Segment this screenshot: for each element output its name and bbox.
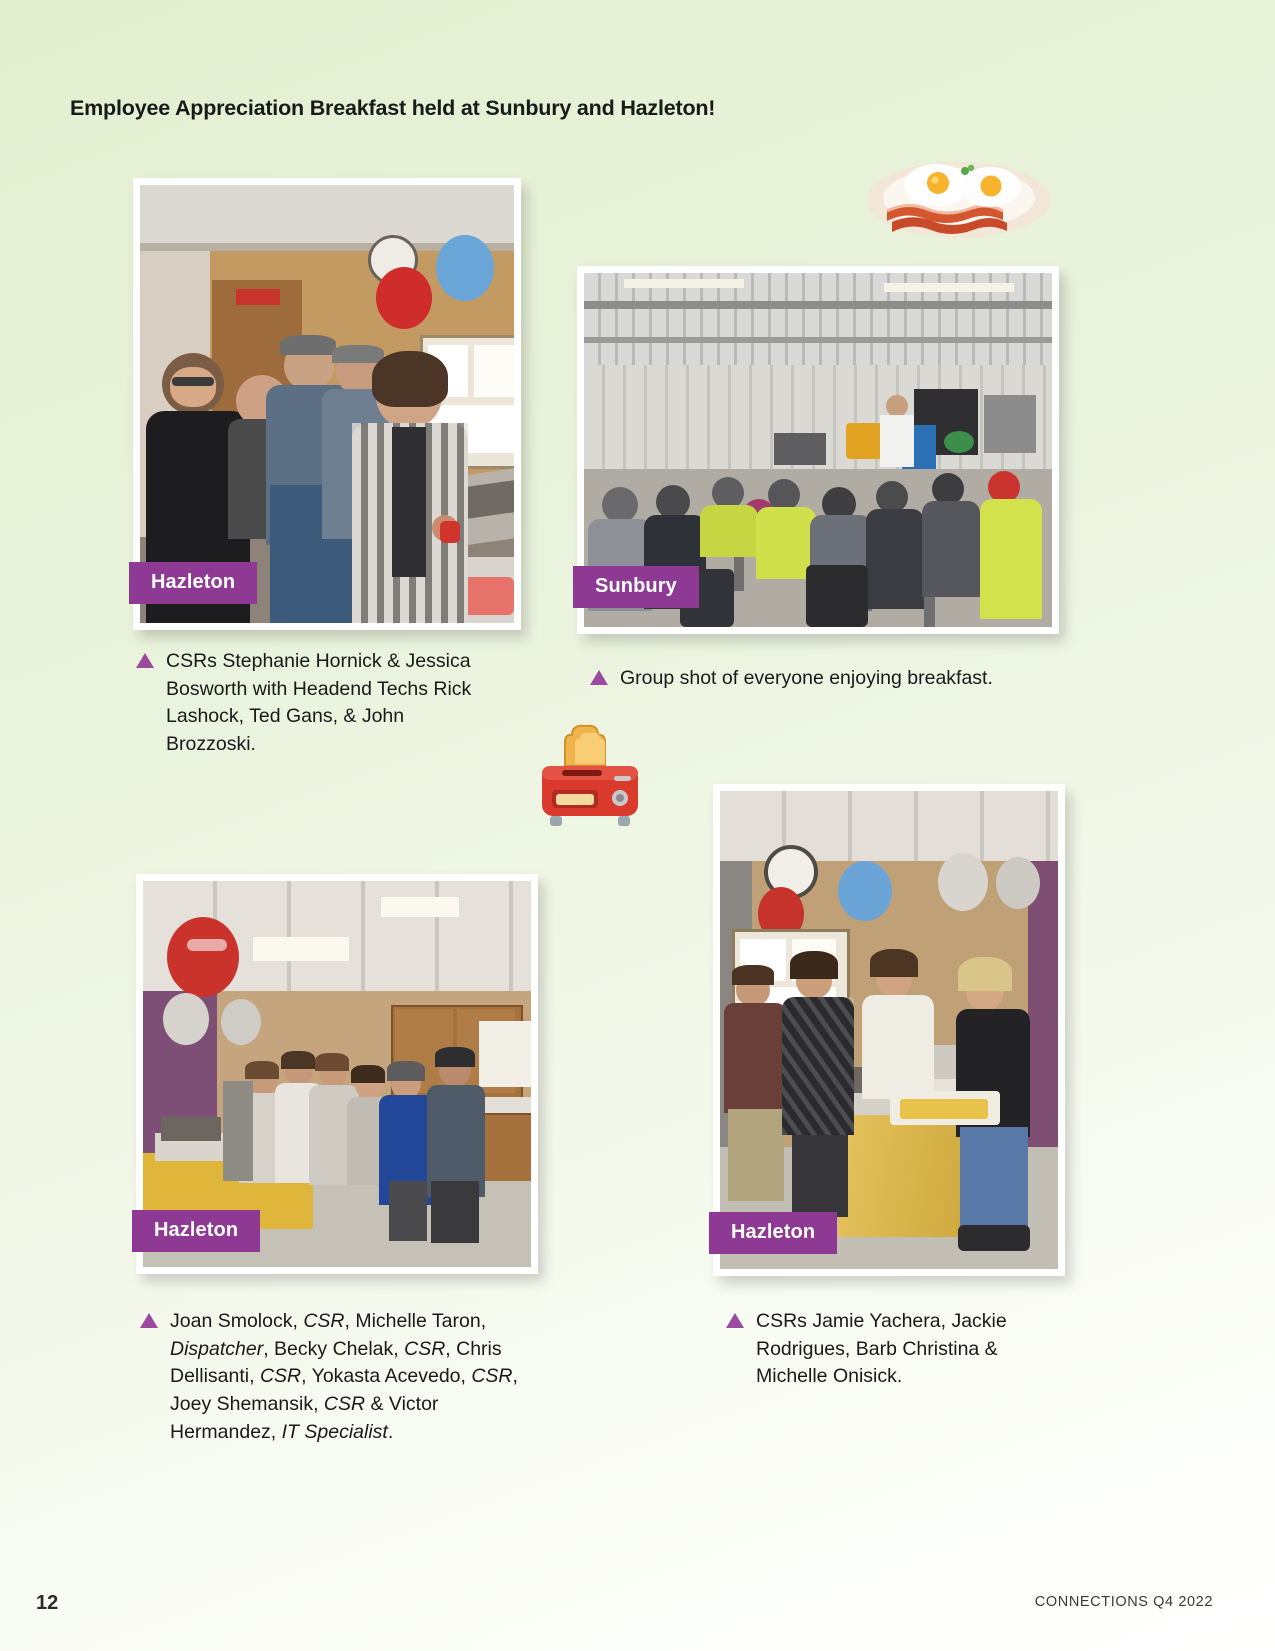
caption-marker-icon — [590, 670, 608, 685]
photo-hazleton-csrs-headend — [133, 178, 521, 630]
photo-tag-sunbury: Sunbury — [573, 566, 699, 608]
photo-hazleton-group-balloon — [136, 874, 538, 1274]
caption-text: CSRs Jamie Yachera, Jackie Rodrigues, Barb Christina & Michelle Onisick. — [756, 1310, 1007, 1388]
page-title: Employee Appreciation Breakfast held at Sunbury and Hazleton! — [70, 96, 716, 120]
photo-sunbury-group — [577, 266, 1059, 634]
photo-tag-hazleton-1: Hazleton — [129, 562, 257, 604]
caption-text: CSRs Stephanie Hornick & Jessica Bosworth with Headend Techs Rick Lashock, Ted Gans, & John Brozzoski. — [166, 650, 472, 756]
photo-tag-hazleton-3: Hazleton — [709, 1212, 837, 1254]
caption-hazleton-serving-line — [726, 1308, 1046, 1391]
caption-sunbury-group — [590, 665, 1060, 693]
caption-hazleton-csrs-headend — [136, 648, 496, 759]
caption-text: Group shot of everyone enjoying breakfast. — [620, 667, 993, 689]
page-number: 12 — [36, 1592, 59, 1614]
caption-text: Joan Smolock, CSR, Michelle Taron, Dispatcher, Becky Chelak, CSR, Chris Dellisanti, CSR, Yokasta Acevedo, CSR, Joey Shemansik, CSR & Victor Hermandez, IT Specialist. — [170, 1310, 518, 1443]
caption-marker-icon — [136, 653, 154, 668]
toaster-icon — [528, 718, 653, 843]
photo-hazleton-serving-line — [713, 784, 1065, 1276]
caption-hazleton-group-balloon — [140, 1308, 546, 1446]
photo-tag-hazleton-2: Hazleton — [132, 1210, 260, 1252]
footer-publication: CONNECTIONS Q4 2022 — [1034, 1594, 1213, 1610]
eggs-and-bacon-icon — [862, 155, 1057, 240]
caption-marker-icon — [140, 1313, 158, 1328]
caption-marker-icon — [726, 1313, 744, 1328]
